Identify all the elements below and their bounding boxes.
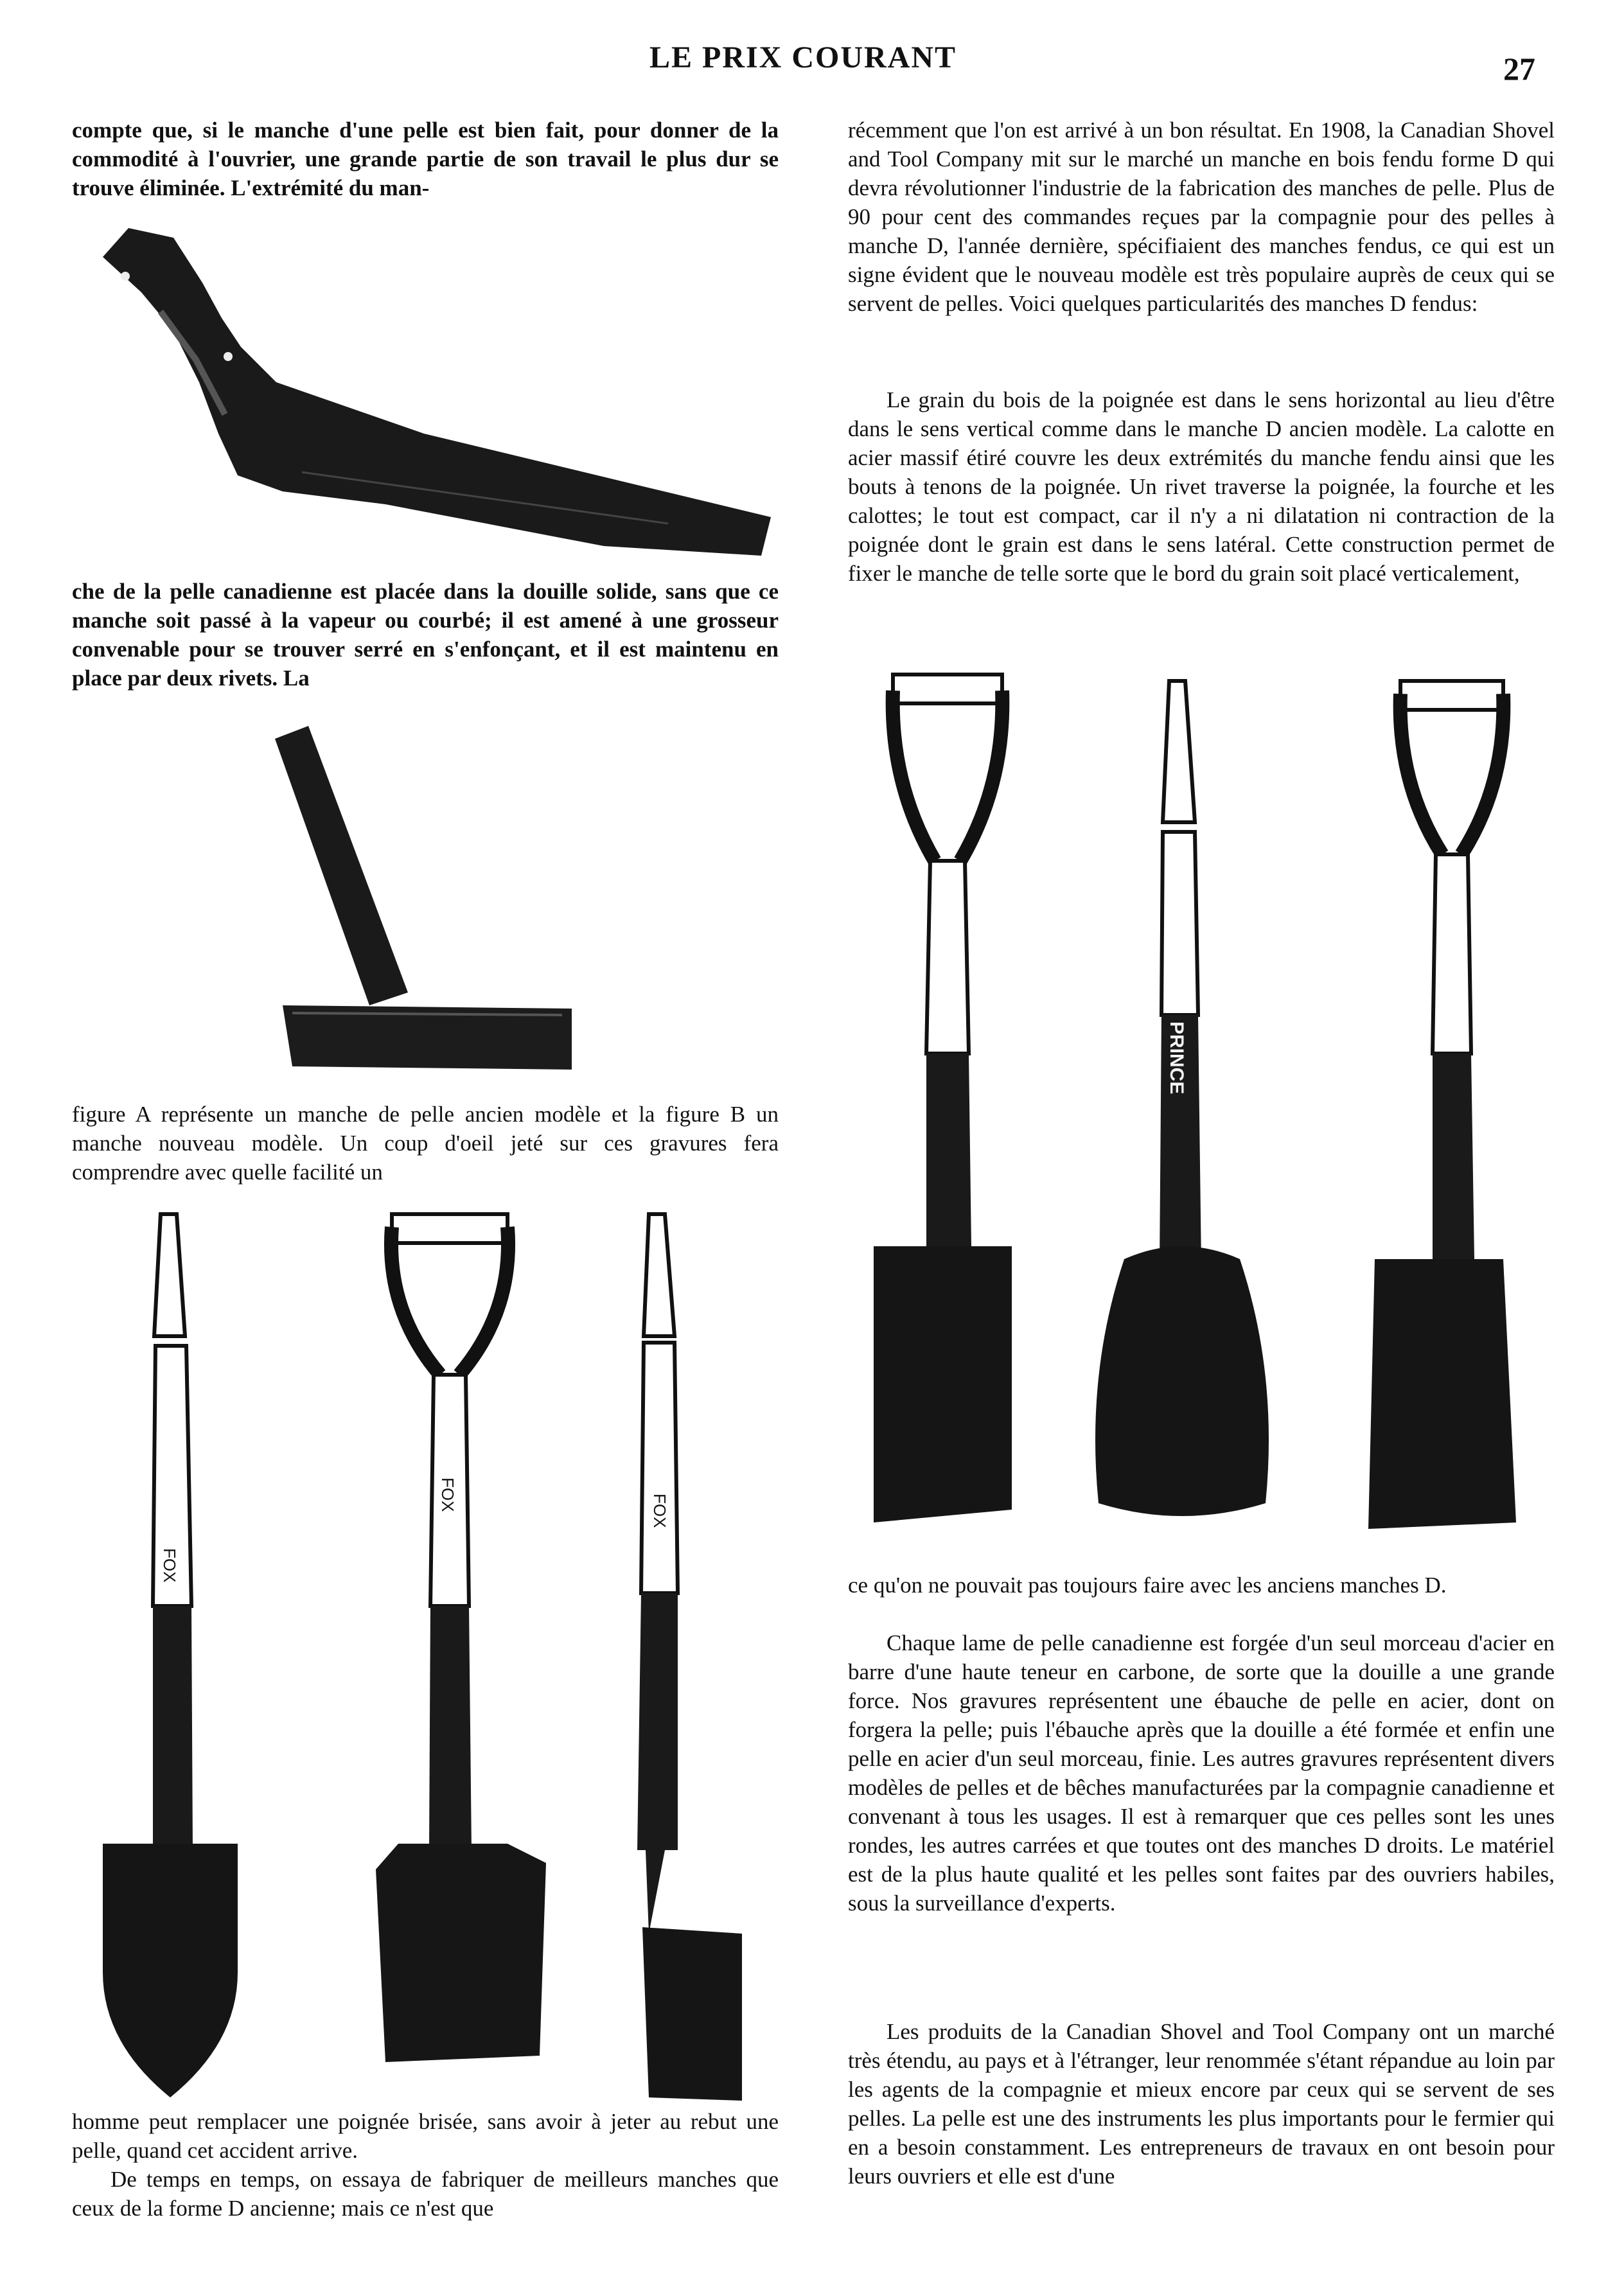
page-title: LE PRIX COURANT (649, 40, 957, 75)
page-number: 27 (1503, 51, 1535, 87)
fox-brand-label-3: FOX (650, 1494, 669, 1528)
left-paragraph-1: compte que, si le manche d'une pelle est bien fait, pour donner de la commodité à l'ouvrier, une grande partie de son travail le plus dur se trouve éliminée. L'extrémité du man- (72, 118, 779, 200)
shovel-blank-socket-figure (90, 222, 784, 556)
right-paragraph-2: Le grain du bois de la poignée est dans le sens horizontal au lieu d'être dans le sens vertical comme dans le manche D ancien modèle. La calotte en acier massif étiré couvre les deux extrémités du manche fendu ainsi que les bouts à tenons de la poignée. Un rivet traverse la poignée, la fourche et les calottes; le tout est compact, car il n'y a ni dilatation ni contraction de la poignée dont le grain est dans le sens latéral. Cette construction permet de fixer le manche de telle sorte que le bord du grain soit placé verticalement, (848, 387, 1555, 586)
shovel-flat-blank-figure (270, 723, 585, 1070)
round-point-shovel-drawing (103, 1214, 238, 2097)
d-handle-square-shovel-drawing (376, 1214, 546, 2062)
left-paragraph-3: figure A représente un manche de pelle ancien modèle et la figure B un manche nouveau modèle. Un coup d'oeil jeté sur ces gravures fera comprendre avec quelle facilité un (72, 1102, 779, 1185)
square-spade-drawing (637, 1214, 742, 2101)
d-handle-square-shovel-drawing-right (1368, 681, 1516, 1529)
prince-round-shovel-drawing (1095, 681, 1269, 1516)
right-paragraph-3: ce qu'on ne pouvait pas toujours faire avec les anciens manches D. (848, 1573, 1447, 1598)
left-paragraph-2: che de la pelle canadienne est placée dans la douille solide, sans que ce manche soit passé à la vapeur ou courbé; il est amené à une grosseur convenable pour se trouver serré en s'enfonçant, et il est maintenu en place par deux rivets. La (72, 579, 779, 691)
right-paragraph-4: Chaque lame de pelle canadienne est forgée d'un seul morceau d'acier en barre d'une haute teneur en carbone, de sorte que la douille a une grande force. Nos gravures représentent une ébauche de pelle en acier, dont on forgera la pelle; puis l'ébauche après que la douille a été formée et enfin une pelle en acier d'un seul morceau, finie. Les autres gravures représentent divers modèles de pelles et de bêches manufacturées par la compagnie canadienne et convenant à tous les usages. Il est à remarquer que ces pelles sont les unes rondes, les autres carrées et que toutes ont des manches D droits. Le matériel est de la plus haute qualité et les pelles sont faites par des ouvriers habiles, sous la surveillance d'experts. (848, 1630, 1555, 1916)
right-paragraph-1: récemment que l'on est arrivé à un bon résultat. En 1908, la Canadian Shovel and Tool Company mit sur le marché un manche en bois fendu forme D qui devra révolutionner l'industrie de la fabrication des manches de pelle. Plus de 90 pour cent des commandes reçues par la compagnie pour des pelles à manche D, l'année dernière, spécifiaient des manches fendus, ce qui est un signe évident que le nouveau modèle est très populaire auprès de ceux qui se servent de pelles. Voici quelques particularités des manches D fendus: (848, 118, 1555, 316)
left-paragraph-4: homme peut remplacer une poignée brisée, sans avoir à jeter au rebut une pelle, quand cet accident arrive. (72, 2109, 779, 2163)
three-shovels-figure-right (854, 668, 1561, 1548)
d-handle-square-spade-drawing (874, 675, 1012, 1522)
right-paragraph-5: Les produits de la Canadian Shovel and Tool Company ont un marché très étendu, au pays et à l'étranger, leur renommée s'étant répandue au loin par les agents de la compagnie et mieux encore par ceux qui se servent de ses pelles. La pelle est une des instruments les plus importants pour le fermier qui en a besoin constamment. Les entrepreneurs de travaux en ont besoin pour leurs ouvriers et elle est d'une (848, 2019, 1555, 2189)
fox-brand-label-1: FOX (160, 1548, 179, 1583)
three-shovels-figure (84, 1208, 745, 2101)
fox-brand-label-2: FOX (438, 1478, 457, 1512)
prince-brand-label: PRINCE (1166, 1021, 1187, 1095)
left-paragraph-5: De temps en temps, on essaya de fabriquer de meilleurs manches que ceux de la forme D ancienne; mais ce n'est que (72, 2167, 779, 2221)
